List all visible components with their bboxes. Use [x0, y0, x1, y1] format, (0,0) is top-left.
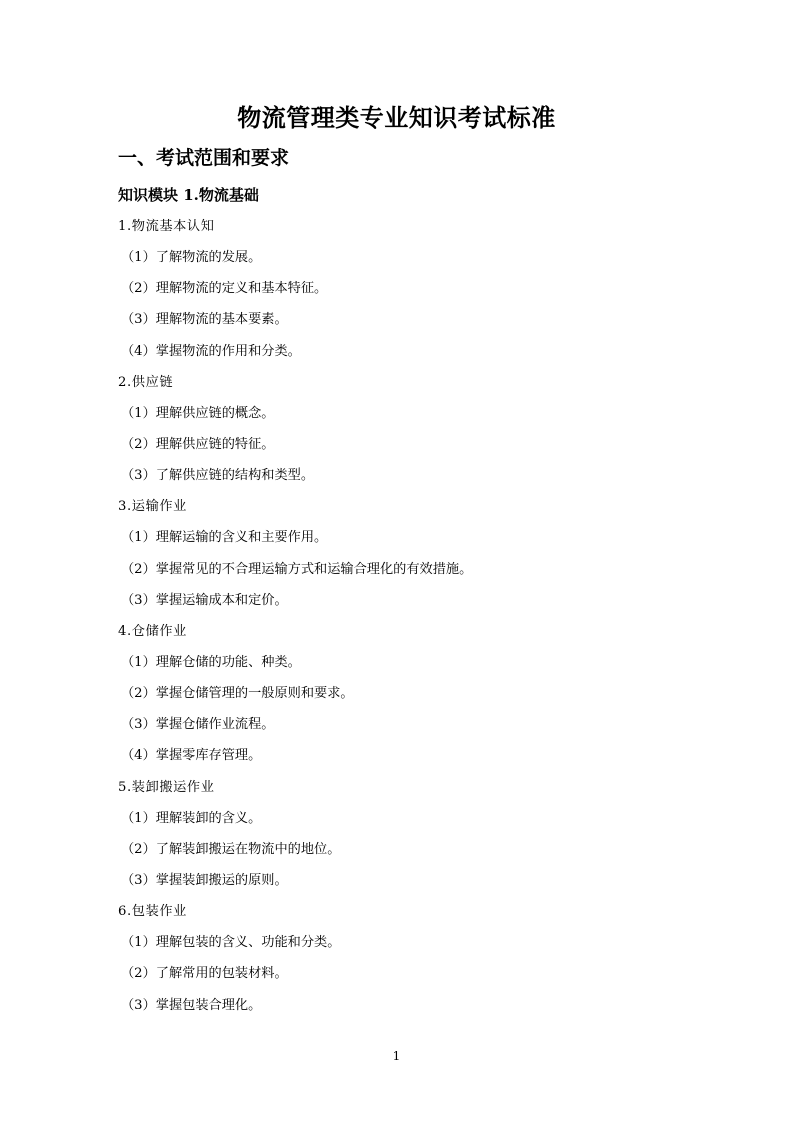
section-heading: 一、考试范围和要求 — [118, 147, 290, 169]
topic-heading: 4.仓储作业 — [118, 623, 187, 639]
list-item: （2）了解常用的包装材料。 — [121, 966, 288, 982]
list-item: （1）理解装卸的含义。 — [121, 810, 262, 826]
list-item: （2）了解装卸搬运在物流中的地位。 — [121, 841, 341, 857]
list-item: （1）理解运输的含义和主要作用。 — [121, 530, 328, 546]
list-item: （3）掌握仓储作业流程。 — [121, 717, 275, 733]
list-item: （3）理解物流的基本要素。 — [121, 312, 288, 328]
topic-heading: 5.装卸搬运作业 — [118, 779, 215, 795]
list-item: （4）掌握物流的作用和分类。 — [121, 343, 301, 359]
topic-heading: 2.供应链 — [118, 374, 174, 390]
document-title: 物流管理类专业知识考试标准 — [237, 104, 556, 132]
topic-heading: 1.物流基本认知 — [118, 219, 215, 234]
list-item: （1）理解供应链的概念。 — [121, 405, 275, 421]
list-item: （1）了解物流的发展。 — [121, 250, 262, 266]
list-item: （2）掌握常见的不合理运输方式和运输合理化的有效措施。 — [121, 561, 473, 577]
content-list — [118, 211, 678, 1021]
list-item: （2）掌握仓储管理的一般原则和要求。 — [121, 686, 354, 702]
module-heading: 知识模块 1.物流基础 — [118, 186, 259, 204]
list-item: （3）掌握包装合理化。 — [121, 997, 262, 1013]
list-item: （1）理解仓储的功能、种类。 — [121, 654, 301, 670]
list-item: （3）掌握运输成本和定价。 — [121, 592, 288, 608]
page-number: 1 — [392, 1049, 401, 1063]
list-item: （4）掌握零库存管理。 — [121, 748, 262, 764]
list-item: （1）理解包装的含义、功能和分类。 — [121, 935, 341, 951]
list-item: （3）了解供应链的结构和类型。 — [121, 468, 315, 484]
topic-heading: 3.运输作业 — [118, 499, 187, 515]
list-item: （2）理解物流的定义和基本特征。 — [121, 281, 328, 297]
list-item: （2）理解供应链的特征。 — [121, 436, 275, 452]
topic-heading: 6.包装作业 — [118, 904, 187, 920]
list-item: （3）掌握装卸搬运的原则。 — [121, 872, 288, 888]
